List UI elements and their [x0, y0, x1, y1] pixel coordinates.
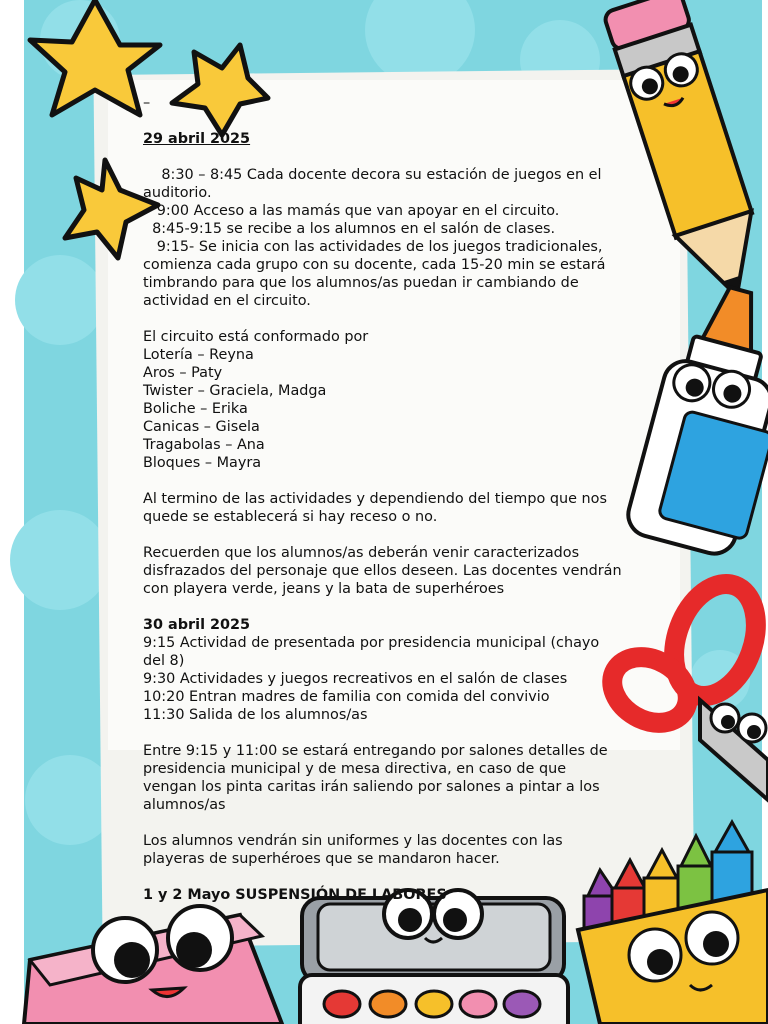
- list-item: Canicas – Gisela: [143, 419, 260, 435]
- list-item: Twister – Graciela, Madga: [143, 383, 327, 399]
- date-heading-day2: 30 abril 2025: [143, 617, 251, 633]
- leading-dash: –: [143, 95, 151, 111]
- document-body: [143, 94, 663, 904]
- paragraph-line: Al termino de las actividades y dependiendo del tiempo que nos: [143, 491, 607, 507]
- schedule-line: 11:30 Salida de los alumnos/as: [143, 707, 368, 723]
- schedule-line: auditorio.: [143, 185, 212, 201]
- list-item: Lotería – Reyna: [143, 347, 254, 363]
- circuit-intro: El circuito está conformado por: [143, 329, 369, 345]
- list-item: Tragabolas – Ana: [143, 437, 265, 453]
- list-item: Aros – Paty: [143, 365, 223, 381]
- paragraph-line: disfrazados del personaje que ellos deseen. Las docentes vendrán: [143, 563, 622, 579]
- schedule-line: 10:20 Entran madres de familia con comida del convivio: [143, 689, 550, 705]
- day1-schedule: [143, 166, 663, 310]
- schedule-line: 9:15 Actividad de presentada por presidencia municipal (chayo: [143, 635, 600, 651]
- paragraph-line: Los alumnos vendrán sin uniformes y las docentes con las: [143, 833, 563, 849]
- paragraph-line: Recuerden que los alumnos/as deberán venir caracterizados: [143, 545, 580, 561]
- date-heading-day1: 29 abril 2025: [143, 131, 251, 147]
- recess-paragraph: [143, 490, 663, 526]
- paragraph-line: Entre 9:15 y 11:00 se estará entregando por salones detalles de: [143, 743, 608, 759]
- closing-notice: 1 y 2 Mayo SUSPENSIÓN DE LABORES: [143, 887, 447, 903]
- paint-palette-icon: [300, 890, 568, 1024]
- paragraph-line: playeras de superhéroes que se mandaron hacer.: [143, 851, 500, 867]
- schedule-line: 8:30 – 8:45 Cada docente decora su estación de juegos en el: [143, 167, 602, 183]
- paragraph-line: presidencia municipal y de mesa directiva, en caso de que: [143, 761, 567, 777]
- uniform-paragraph: [143, 832, 663, 868]
- schedule-line: 8:45-9:15 se recibe a los alumnos en el salón de clases.: [143, 221, 556, 237]
- list-item: Bloques – Mayra: [143, 455, 262, 471]
- schedule-line: del 8): [143, 653, 185, 669]
- schedule-line: comienza cada grupo con su docente, cada 15-20 min se estará: [143, 257, 606, 273]
- schedule-line: 9:00 Acceso a las mamás que van apoyar en el circuito.: [143, 203, 560, 219]
- schedule-line: actividad en el circuito.: [143, 293, 311, 309]
- paragraph-line: alumnos/as: [143, 797, 226, 813]
- schedule-line: timbrando para que los alumnos/as puedan ir cambiando de: [143, 275, 579, 291]
- gifts-paragraph: [143, 742, 663, 814]
- paragraph-line: quede se establecerá si hay receso o no.: [143, 509, 438, 525]
- schedule-line: 9:30 Actividades y juegos recreativos en el salón de clases: [143, 671, 568, 687]
- list-item: Boliche – Erika: [143, 401, 248, 417]
- paragraph-line: vengan los pinta caritas irán saliendo por salones a pintar a los: [143, 779, 600, 795]
- costume-paragraph: [143, 544, 663, 598]
- paragraph-line: con playera verde, jeans y la bata de superhéroes: [143, 581, 505, 597]
- day2-schedule: [143, 634, 663, 724]
- schedule-line: 9:15- Se inicia con las actividades de los juegos tradicionales,: [143, 239, 603, 255]
- circuit-list: [143, 346, 663, 472]
